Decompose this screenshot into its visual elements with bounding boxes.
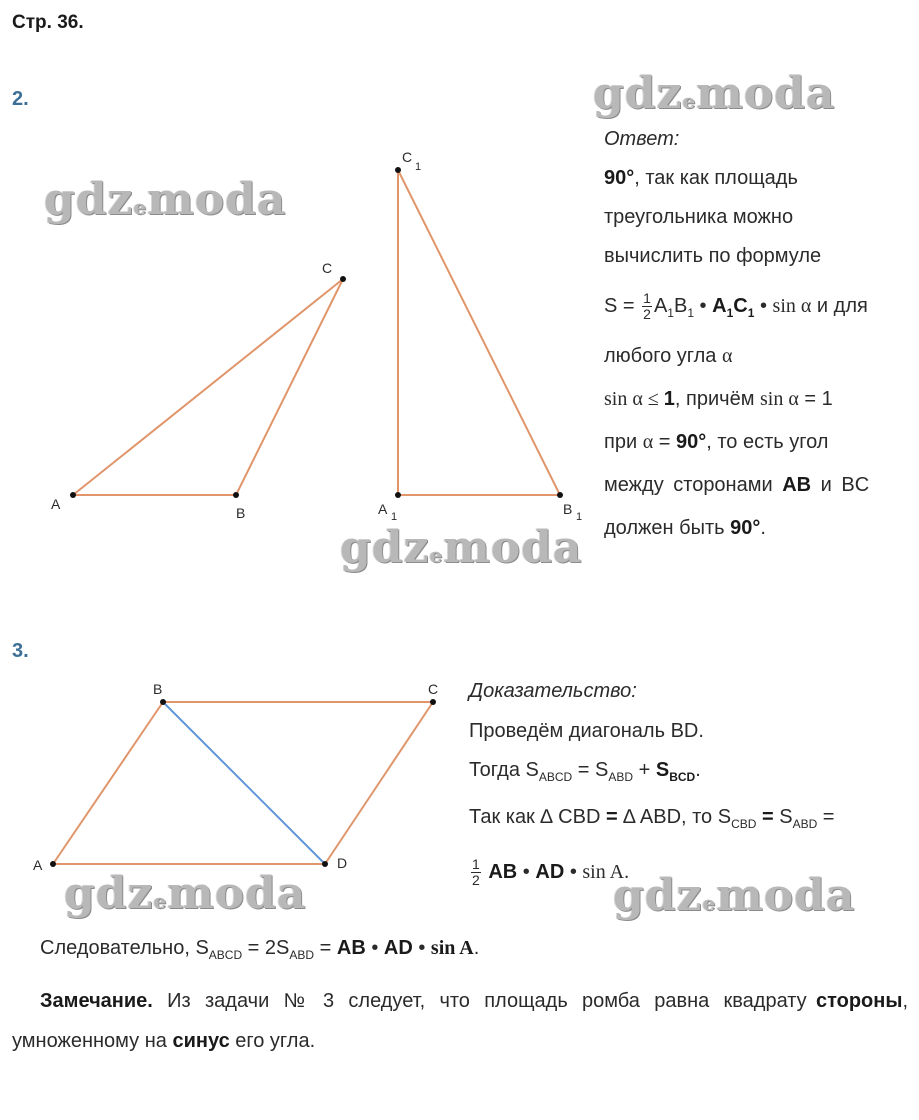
point-a1 — [395, 492, 401, 498]
fraction-one-half: $\frac{1}{2}$ — [472, 856, 480, 889]
answer-formula: S = $\frac{1}{2}$ $A_1B_1$ • $A_1C_1$ • sin α и для — [604, 290, 868, 323]
proof-line-3: Так как ∆ CBD = ∆ ABD, то $S_{CBD} = S_{ABD}$ = — [469, 805, 835, 831]
label-a: A — [51, 496, 61, 512]
task-2-number: 2. — [12, 88, 29, 110]
triangle-a1b1c1 — [398, 170, 560, 495]
proof-line-4: $\frac{1}{2}$ AB • AD • sin A. — [472, 856, 630, 889]
answer-title: Ответ: — [604, 128, 680, 150]
watermark: gdzemoda — [340, 522, 583, 573]
label-c: C — [322, 260, 333, 276]
label-a1-sub: 1 — [391, 511, 398, 523]
diagonal-bd — [163, 702, 325, 864]
answer-block — [604, 120, 914, 548]
proof-block — [469, 672, 914, 900]
watermark: gdzemoda — [64, 868, 307, 919]
point-d — [322, 861, 328, 867]
watermark: gdzemoda — [613, 870, 856, 921]
label-a1: A — [378, 501, 388, 517]
label-b1: B — [563, 501, 573, 517]
answer-line-6: sin α ≤ 1, причём sin α = 1 — [604, 388, 833, 410]
point-b — [160, 699, 166, 705]
label-b1-sub: 1 — [576, 511, 583, 523]
rhombus-diagram — [0, 670, 460, 880]
label-b: B — [236, 505, 246, 521]
answer-line-3: вычислить по формуле — [604, 245, 822, 267]
label-a: A — [33, 857, 43, 873]
proof-line-2: Тогда $S_{ABCD} = S_{ABD} + S_{BCD}$. — [469, 759, 701, 784]
point-c1 — [395, 167, 401, 173]
watermark: gdzemoda — [44, 174, 287, 225]
point-c — [430, 699, 436, 705]
label-d: D — [337, 855, 348, 871]
label-c1: C — [402, 149, 413, 165]
answer-line-1: 90°, так как площадь — [604, 167, 798, 189]
side-cd — [325, 702, 433, 864]
label-b: B — [153, 681, 163, 697]
conclusion-block — [12, 934, 908, 1061]
answer-line-7: при α = 90°, то есть угол — [604, 431, 829, 453]
label-c1-sub: 1 — [415, 161, 422, 173]
page-number: Стр. 36. — [12, 12, 84, 33]
triangle-abc — [73, 279, 343, 495]
answer-line-8: между сторонами AB и BC — [604, 474, 870, 496]
point-a — [50, 861, 56, 867]
point-a — [70, 492, 76, 498]
task-3-number: 3. — [12, 640, 29, 662]
watermark: gdzemoda — [593, 68, 836, 119]
proof-title: Доказательство: — [469, 680, 637, 702]
label-c: C — [428, 681, 439, 697]
point-b1 — [557, 492, 563, 498]
point-c — [340, 276, 346, 282]
proof-line-1: Проведём диагональ BD. — [469, 719, 704, 742]
conclusion-line: Следовательно, $S_{ABCD} = 2S_{ABD}$ = AB • AD • sin A. — [40, 937, 480, 962]
triangles-diagram — [0, 0, 600, 560]
answer-line-5: любого угла α — [604, 345, 733, 367]
fraction-one-half: $\frac{1}{2}$ — [643, 290, 651, 323]
side-ab — [53, 702, 163, 864]
answer-line-2: треугольника можно — [604, 206, 794, 228]
answer-line-9: должен быть 90°. — [604, 517, 766, 539]
point-b — [233, 492, 239, 498]
remark: Замечание. Из задачи № 3 следует, что площадь ромба равна квадрату стороны, умноженному на синус его угла. — [12, 990, 908, 1052]
